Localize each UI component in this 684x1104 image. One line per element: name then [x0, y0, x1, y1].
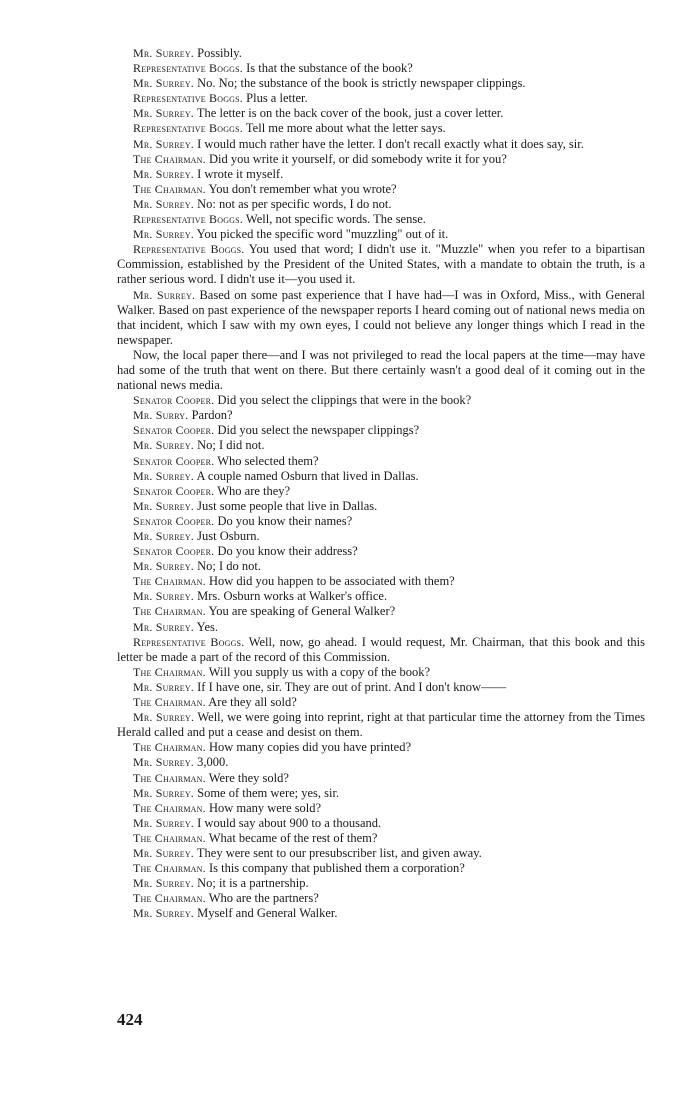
- speaker-name: Senator Cooper.: [133, 513, 215, 528]
- line-text: Were they sold?: [208, 770, 289, 785]
- speaker-name: The Chairman.: [133, 181, 206, 196]
- transcript-line: [117, 393, 645, 408]
- transcript-line: [117, 227, 645, 242]
- speaker-name: Mr. Surrey.: [133, 196, 194, 211]
- line-text: How many copies did you have printed?: [208, 740, 411, 755]
- transcript-line: [117, 137, 645, 152]
- transcript-line: [117, 46, 645, 61]
- line-text: Possibly.: [197, 46, 242, 60]
- transcript-line: [117, 288, 645, 348]
- line-text: Tell me more about what the letter says.: [245, 121, 446, 136]
- transcript-line: [117, 695, 645, 710]
- speaker-name: Representative Boggs.: [133, 121, 244, 136]
- speaker-name: Mr. Surrey.: [133, 136, 194, 151]
- line-text: Do you know their names?: [217, 513, 353, 528]
- line-text: How did you happen to be associated with them?: [208, 574, 455, 589]
- speaker-name: The Chairman.: [133, 861, 206, 876]
- transcript-line: [117, 786, 645, 801]
- line-text: Just some people that live in Dallas.: [197, 498, 378, 513]
- speaker-name: Mr. Surrey.: [133, 76, 194, 91]
- transcript-line: [117, 61, 645, 76]
- speaker-name: Mr. Surrey.: [133, 815, 194, 830]
- line-text: Will you supply us with a copy of the book?: [208, 664, 431, 679]
- transcript-line: [117, 242, 645, 287]
- line-text: Who are they?: [217, 483, 291, 498]
- speaker-name: Mr. Surrey.: [133, 679, 194, 694]
- line-text: Is this company that published them a corporation?: [208, 861, 465, 876]
- transcript-line: [117, 423, 645, 438]
- speaker-name: Mr. Surrey.: [133, 227, 194, 242]
- transcript-body: [117, 46, 645, 921]
- transcript-line: [117, 861, 645, 876]
- line-text: No: not as per specific words, I do not.: [197, 196, 392, 211]
- transcript-line: [117, 665, 645, 680]
- transcript-line: [117, 801, 645, 816]
- speaker-name: Mr. Surrey.: [133, 46, 194, 60]
- speaker-name: Mr. Surrey.: [133, 785, 194, 800]
- line-text: They were sent to our presubscriber list, and given away.: [196, 845, 482, 860]
- transcript-line: [117, 438, 645, 453]
- line-text: Pardon?: [191, 408, 233, 423]
- line-text: No; it is a partnership.: [197, 876, 309, 891]
- speaker-name: Mr. Surrey.: [133, 619, 194, 634]
- speaker-name: The Chairman.: [133, 800, 206, 815]
- line-text: You picked the specific word "muzzling" out of it.: [196, 227, 449, 242]
- line-text: Plus a letter.: [246, 91, 308, 106]
- line-text: Did you select the newspaper clippings?: [217, 423, 420, 438]
- line-text: Yes.: [196, 619, 218, 634]
- speaker-name: Representative Boggs.: [133, 212, 244, 227]
- line-text: Is that the substance of the book?: [246, 61, 413, 76]
- line-text: Now, the local paper there—and I was not privileged to read the local papers at the time—may have had some of the truth that went on there. But there certainly wasn't a good deal of it coming out in the national news media.: [117, 347, 645, 393]
- speaker-name: The Chairman.: [133, 891, 206, 906]
- speaker-name: The Chairman.: [133, 770, 206, 785]
- speaker-name: Mr. Surrey.: [133, 710, 195, 725]
- speaker-name: Mr. Surrey.: [133, 559, 194, 574]
- line-text: What became of the rest of them?: [208, 830, 378, 845]
- speaker-name: Representative Boggs.: [133, 91, 244, 106]
- transcript-line: [117, 484, 645, 499]
- speaker-name: Mr. Surrey.: [133, 468, 194, 483]
- speaker-name: Senator Cooper.: [133, 393, 215, 408]
- speaker-name: Representative Boggs.: [133, 242, 245, 257]
- line-text: Mrs. Osburn works at Walker's office.: [197, 589, 388, 604]
- transcript-line: [117, 106, 645, 121]
- speaker-name: Mr. Surrey.: [133, 906, 194, 921]
- line-text: Just Osburn.: [197, 529, 260, 543]
- line-text: 3,000.: [197, 755, 229, 770]
- line-text: Did you select the clippings that were in the book?: [217, 393, 472, 408]
- line-text: If I have one, sir. They are out of print. And I don't know——: [197, 679, 507, 694]
- line-text: No; I did not.: [197, 438, 265, 453]
- speaker-name: The Chairman.: [133, 740, 206, 755]
- speaker-name: Mr. Surrey.: [133, 287, 196, 302]
- transcript-line: [117, 740, 645, 755]
- transcript-line: [117, 469, 645, 484]
- speaker-name: Mr. Surry.: [133, 408, 189, 423]
- transcript-line: [117, 197, 645, 212]
- transcript-paragraph: [117, 348, 645, 393]
- speaker-name: The Chairman.: [133, 574, 206, 589]
- line-text: Myself and General Walker.: [197, 906, 338, 921]
- line-text: You are speaking of General Walker?: [208, 604, 396, 619]
- speaker-name: Mr. Surrey.: [133, 166, 194, 181]
- speaker-name: Senator Cooper.: [133, 544, 215, 559]
- line-text: I would much rather have the letter. I don't recall exactly what it does say, sir.: [197, 136, 584, 151]
- transcript-line: [117, 891, 645, 906]
- line-text: You used that word; I didn't use it. "Muzzle" when you refer to a bipartisan Commission, established by the President of the United States, with a mandate to obtain the truth, is a rather serious word. I didn't use it—you used it.: [117, 242, 645, 287]
- transcript-line: [117, 76, 645, 91]
- speaker-name: Representative Boggs.: [133, 61, 244, 76]
- line-text: Some of them were; yes, sir.: [197, 785, 340, 800]
- speaker-name: Senator Cooper.: [133, 453, 215, 468]
- line-text: Well, not specific words. The sense.: [245, 212, 426, 227]
- line-text: I would say about 900 to a thousand.: [197, 815, 382, 830]
- line-text: Who selected them?: [217, 453, 319, 468]
- transcript-line: [117, 514, 645, 529]
- speaker-name: Mr. Surrey.: [133, 498, 194, 513]
- speaker-name: Mr. Surrey.: [133, 755, 194, 770]
- speaker-name: Mr. Surrey.: [133, 529, 194, 543]
- line-text: No. No; the substance of the book is strictly newspaper clippings.: [197, 76, 526, 91]
- transcript-line: [117, 212, 645, 227]
- line-text: How many were sold?: [208, 800, 322, 815]
- transcript-line: [117, 408, 645, 423]
- speaker-name: The Chairman.: [133, 151, 206, 166]
- line-text: You don't remember what you wrote?: [208, 181, 397, 196]
- transcript-line: [117, 499, 645, 514]
- speaker-name: Senator Cooper.: [133, 483, 215, 498]
- transcript-line: [117, 620, 645, 635]
- line-text: Well, we were going into reprint, right at that particular time the attorney from the Times Herald called and put a cease and desist on them.: [117, 710, 645, 740]
- transcript-line: [117, 710, 645, 740]
- line-text: Who are the partners?: [208, 891, 319, 906]
- transcript-line: [117, 635, 645, 665]
- page-number: 424: [117, 1010, 143, 1029]
- speaker-name: Senator Cooper.: [133, 423, 215, 438]
- transcript-line: [117, 589, 645, 604]
- line-text: Are they all sold?: [208, 695, 297, 710]
- speaker-name: Mr. Surrey.: [133, 589, 194, 604]
- line-text: Did you write it yourself, or did somebody write it for you?: [208, 151, 507, 166]
- transcript-line: [117, 876, 645, 891]
- transcript-line: [117, 816, 645, 831]
- transcript-line: [117, 755, 645, 770]
- transcript-line: [117, 544, 645, 559]
- speaker-name: Mr. Surrey.: [133, 876, 194, 891]
- transcript-line: [117, 121, 645, 136]
- transcript-line: [117, 167, 645, 182]
- line-text: I wrote it myself.: [197, 166, 284, 181]
- speaker-name: The Chairman.: [133, 604, 206, 619]
- speaker-name: Mr. Surrey.: [133, 438, 194, 453]
- line-text: Do you know their address?: [217, 544, 358, 559]
- line-text: Well, now, go ahead. I would request, Mr. Chairman, that this book and this letter be made a part of the record of this Commission.: [117, 634, 646, 664]
- line-text: Based on some past experience that I have had—I was in Oxford, Miss., with General Walker. Based on past experience of the newspaper reports I heard coming out of national news media on that incident, which I saw with my own eyes, I could not believe any longer things which I read in the newspaper.: [117, 287, 645, 347]
- transcript-line: [117, 454, 645, 469]
- line-text: The letter is on the back cover of the book, just a cover letter.: [196, 106, 504, 121]
- speaker-name: The Chairman.: [133, 695, 206, 710]
- transcript-line: [117, 831, 645, 846]
- transcript-line: [117, 906, 645, 921]
- transcript-line: [117, 559, 645, 574]
- transcript-line: [117, 771, 645, 786]
- line-text: No; I do not.: [197, 559, 262, 574]
- transcript-line: [117, 182, 645, 197]
- line-text: A couple named Osburn that lived in Dallas.: [196, 468, 419, 483]
- transcript-line: [117, 91, 645, 106]
- speaker-name: The Chairman.: [133, 664, 206, 679]
- speaker-name: The Chairman.: [133, 830, 206, 845]
- transcript-line: [117, 604, 645, 619]
- speaker-name: Mr. Surrey.: [133, 106, 194, 121]
- transcript-line: [117, 574, 645, 589]
- speaker-name: Representative Boggs.: [133, 634, 245, 649]
- transcript-line: [117, 680, 645, 695]
- speaker-name: Mr. Surrey.: [133, 845, 194, 860]
- transcript-line: [117, 152, 645, 167]
- transcript-line: [117, 529, 645, 544]
- transcript-line: [117, 846, 645, 861]
